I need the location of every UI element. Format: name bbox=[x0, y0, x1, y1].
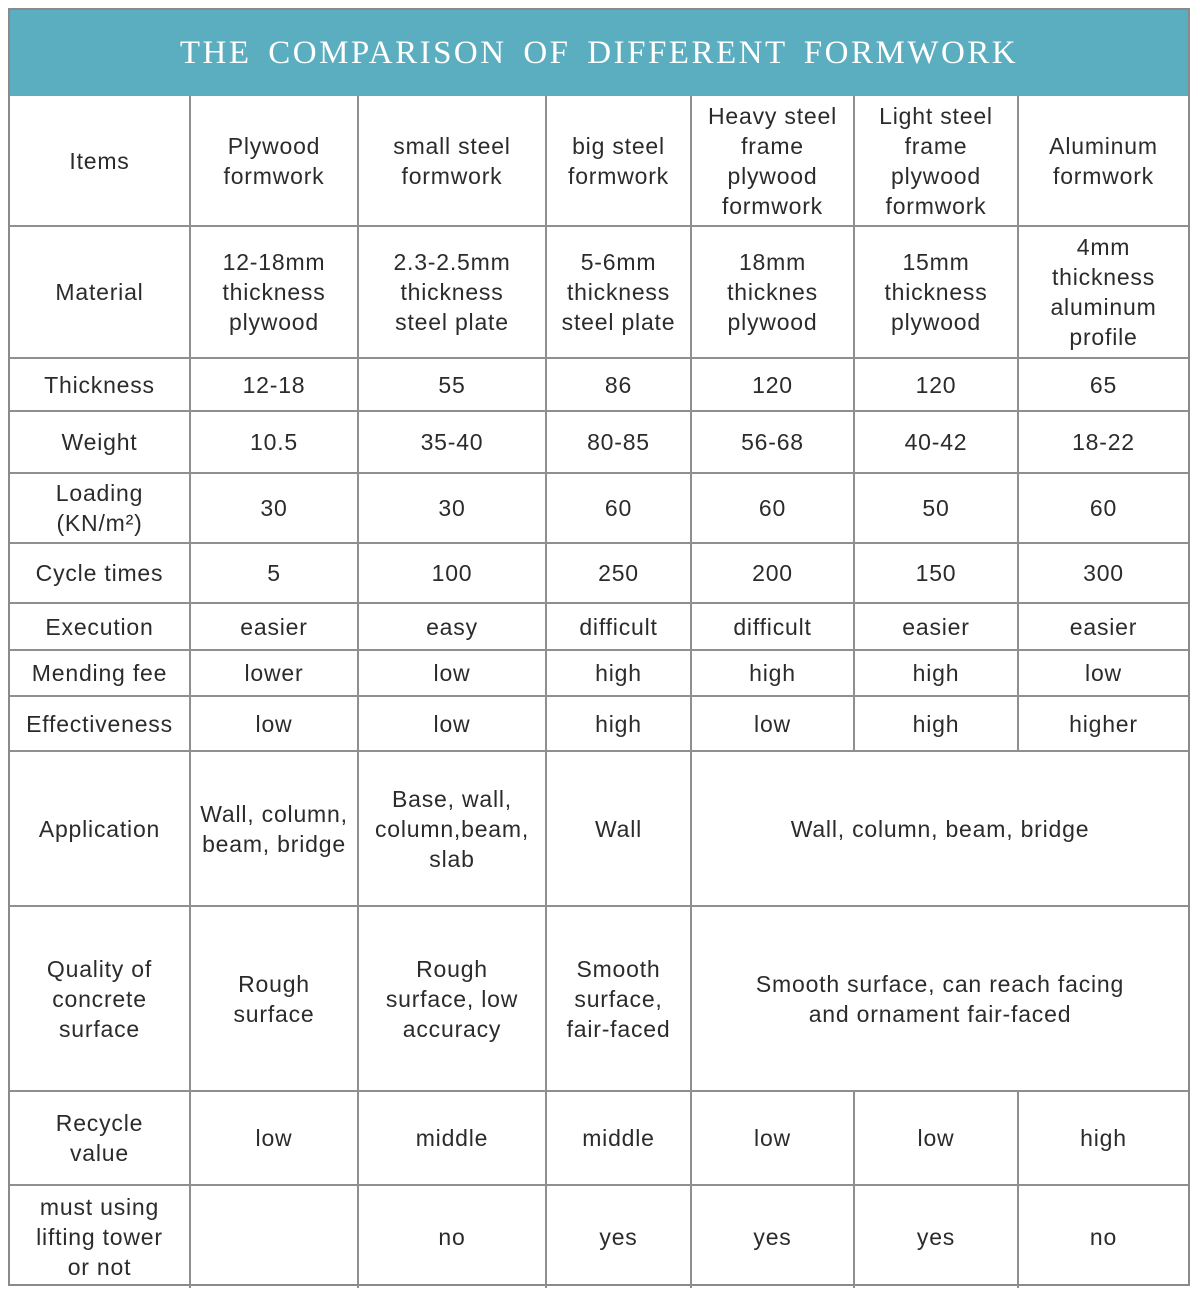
table-cell: no bbox=[358, 1185, 546, 1288]
table-cell: 15mm thickness plywood bbox=[854, 226, 1018, 358]
table-cell: no bbox=[1018, 1185, 1188, 1288]
table-cell: 120 bbox=[854, 358, 1018, 411]
row-label: Cycle times bbox=[10, 543, 190, 603]
table-cell: low bbox=[1018, 650, 1188, 696]
table-cell: 4mm thickness aluminum profile bbox=[1018, 226, 1188, 358]
table-cell-merged: Smooth surface, can reach facing and ornament fair-faced bbox=[691, 906, 1188, 1091]
comparison-table bbox=[10, 96, 1188, 1288]
table-cell: 30 bbox=[358, 473, 546, 543]
table-cell: Rough surface bbox=[190, 906, 358, 1091]
table-cell: 18-22 bbox=[1018, 411, 1188, 473]
title-banner bbox=[10, 10, 1188, 96]
header-cell-aluminum: Aluminum formwork bbox=[1018, 96, 1188, 226]
comparison-chart bbox=[8, 8, 1190, 1286]
table-row-effectiveness bbox=[10, 696, 1188, 751]
table-row-thickness bbox=[10, 358, 1188, 411]
header-cell-items: Items bbox=[10, 96, 190, 226]
row-label: Recycle value bbox=[10, 1091, 190, 1185]
table-cell: 200 bbox=[691, 543, 854, 603]
table-cell: 60 bbox=[546, 473, 691, 543]
table-cell: lower bbox=[190, 650, 358, 696]
row-label: Weight bbox=[10, 411, 190, 473]
table-cell: 5 bbox=[190, 543, 358, 603]
row-label: Loading (KN/m²) bbox=[10, 473, 190, 543]
row-label: Thickness bbox=[10, 358, 190, 411]
table-cell: 120 bbox=[691, 358, 854, 411]
table-cell: low bbox=[358, 696, 546, 751]
header-cell-small-steel: small steel formwork bbox=[358, 96, 546, 226]
header-cell-plywood: Plywood formwork bbox=[190, 96, 358, 226]
row-label: Effectiveness bbox=[10, 696, 190, 751]
row-label: Execution bbox=[10, 603, 190, 650]
table-cell: 30 bbox=[190, 473, 358, 543]
row-label: Mending fee bbox=[10, 650, 190, 696]
row-label: Quality of concrete surface bbox=[10, 906, 190, 1091]
table-cell: high bbox=[546, 650, 691, 696]
table-cell: 18mm thicknes plywood bbox=[691, 226, 854, 358]
table-cell: yes bbox=[854, 1185, 1018, 1288]
row-label: must using lifting tower or not bbox=[10, 1185, 190, 1288]
table-cell: difficult bbox=[691, 603, 854, 650]
row-label: Application bbox=[10, 751, 190, 906]
table-cell: easier bbox=[854, 603, 1018, 650]
table-cell: Wall, column, beam, bridge bbox=[190, 751, 358, 906]
table-row-weight bbox=[10, 411, 1188, 473]
table-cell: low bbox=[190, 1091, 358, 1185]
table-cell: 56-68 bbox=[691, 411, 854, 473]
table-cell: high bbox=[854, 650, 1018, 696]
table-cell: low bbox=[854, 1091, 1018, 1185]
table-cell: easier bbox=[1018, 603, 1188, 650]
table-cell: 12-18 bbox=[190, 358, 358, 411]
table-cell: Rough surface, low accuracy bbox=[358, 906, 546, 1091]
table-row-lifting-tower bbox=[10, 1185, 1188, 1288]
table-cell: 35-40 bbox=[358, 411, 546, 473]
table-row-cycle-times bbox=[10, 543, 1188, 603]
table-cell: low bbox=[691, 696, 854, 751]
page-title: THE COMPARISON OF DIFFERENT FORMWORK bbox=[179, 34, 1019, 71]
table-row-surface-quality bbox=[10, 906, 1188, 1091]
table-cell bbox=[190, 1185, 358, 1288]
header-row bbox=[10, 96, 1188, 226]
table-cell: 60 bbox=[691, 473, 854, 543]
table-cell: higher bbox=[1018, 696, 1188, 751]
table-row-recycle-value bbox=[10, 1091, 1188, 1185]
table-cell-merged: Wall, column, beam, bridge bbox=[691, 751, 1188, 906]
table-row-mending-fee bbox=[10, 650, 1188, 696]
table-cell: 55 bbox=[358, 358, 546, 411]
table-cell: low bbox=[190, 696, 358, 751]
table-cell: difficult bbox=[546, 603, 691, 650]
table-cell: middle bbox=[546, 1091, 691, 1185]
header-cell-big-steel: big steel formwork bbox=[546, 96, 691, 226]
table-cell: 80-85 bbox=[546, 411, 691, 473]
table-cell: high bbox=[546, 696, 691, 751]
table-cell: 60 bbox=[1018, 473, 1188, 543]
table-cell: yes bbox=[546, 1185, 691, 1288]
table-cell: Base, wall, column,beam, slab bbox=[358, 751, 546, 906]
table-row-material bbox=[10, 226, 1188, 358]
table-cell: 2.3-2.5mm thickness steel plate bbox=[358, 226, 546, 358]
table-cell: 100 bbox=[358, 543, 546, 603]
table-cell: 50 bbox=[854, 473, 1018, 543]
table-cell: 40-42 bbox=[854, 411, 1018, 473]
table-cell: Smooth surface, fair-faced bbox=[546, 906, 691, 1091]
table-cell: yes bbox=[691, 1185, 854, 1288]
table-cell: 250 bbox=[546, 543, 691, 603]
table-cell: high bbox=[691, 650, 854, 696]
table-row-application bbox=[10, 751, 1188, 906]
table-cell: easier bbox=[190, 603, 358, 650]
table-row-loading bbox=[10, 473, 1188, 543]
table-cell: high bbox=[854, 696, 1018, 751]
table-cell: low bbox=[358, 650, 546, 696]
table-cell: 86 bbox=[546, 358, 691, 411]
table-cell: middle bbox=[358, 1091, 546, 1185]
row-label: Material bbox=[10, 226, 190, 358]
table-cell: 150 bbox=[854, 543, 1018, 603]
table-cell: 300 bbox=[1018, 543, 1188, 603]
table-cell: low bbox=[691, 1091, 854, 1185]
table-cell: 65 bbox=[1018, 358, 1188, 411]
table-cell: 12-18mm thickness plywood bbox=[190, 226, 358, 358]
header-cell-heavy-steel-frame: Heavy steel frame plywood formwork bbox=[691, 96, 854, 226]
table-cell: 10.5 bbox=[190, 411, 358, 473]
header-cell-light-steel-frame: Light steel frame plywood formwork bbox=[854, 96, 1018, 226]
table-row-execution bbox=[10, 603, 1188, 650]
table-cell: high bbox=[1018, 1091, 1188, 1185]
table-cell: easy bbox=[358, 603, 546, 650]
table-cell: Wall bbox=[546, 751, 691, 906]
table-cell: 5-6mm thickness steel plate bbox=[546, 226, 691, 358]
